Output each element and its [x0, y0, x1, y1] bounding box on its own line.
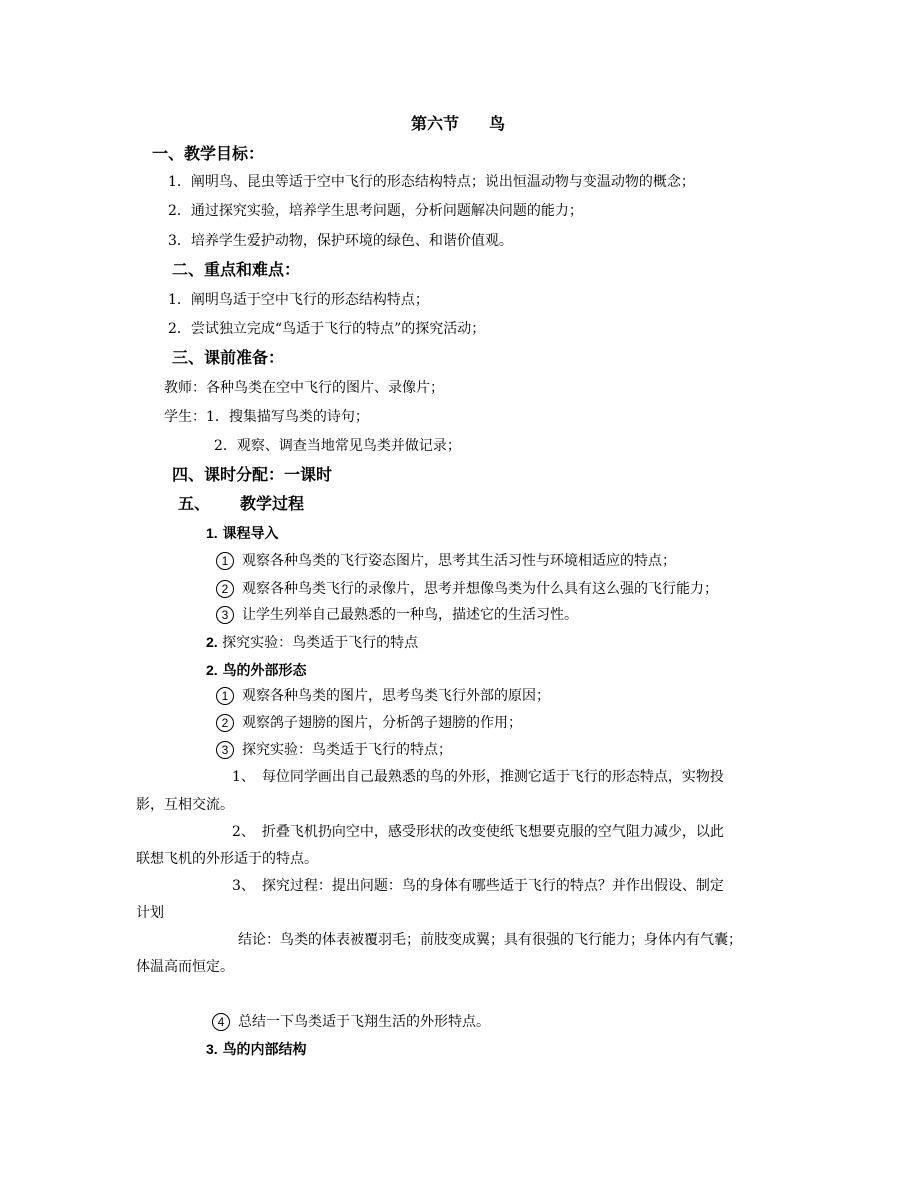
- circled-number: 2: [216, 580, 234, 598]
- intro-item-3-text: 让学生列举自己最熟悉的一种鸟，描述它的生活习性。: [242, 607, 578, 623]
- objective-2: 2．通过探究实验，培养学生思考问题，分析问题解决问题的能力；: [168, 203, 583, 219]
- title-section: 第六节: [411, 114, 460, 133]
- circled-number: 1: [216, 687, 234, 705]
- objectives-heading: 一、教学目标：: [152, 144, 265, 163]
- objective-3: 3．培养学生爱护动物，保护环境的绿色、和谐价值观。: [168, 233, 513, 249]
- objective-1: 1．阐明鸟、昆虫等适于空中飞行的形态结构特点；说出恒温动物与变温动物的概念；: [168, 174, 695, 190]
- external-item-2: [216, 713, 522, 733]
- process-heading-text: 教学过程: [240, 494, 305, 513]
- page-title: [411, 114, 505, 134]
- intro-item-2: [216, 579, 718, 599]
- explore-num: 2.: [206, 634, 218, 650]
- internal-label: 鸟的内部结构: [222, 1042, 307, 1058]
- circled-number: 2: [216, 714, 234, 732]
- intro-item-3: [216, 605, 578, 625]
- step-3-line-2: 计划: [136, 905, 164, 921]
- key-points-heading: 二、重点和难点：: [172, 260, 301, 279]
- step-3-line-1: 3、 探究过程：提出问题：鸟的身体有哪些适于飞行的特点？并作出假设、制定: [232, 878, 724, 894]
- preparation-teacher: 教师：各种鸟类在空中飞行的图片、录像片；: [164, 380, 444, 396]
- external-item-3-text: 探究实验：鸟类适于飞行的特点；: [242, 742, 452, 758]
- step-2-line-1: 2、 折叠飞机扔向空中，感受形状的改变使纸飞想要克服的空气阻力减少，以此: [232, 824, 724, 840]
- process-heading: [178, 494, 304, 514]
- intro-item-2-text: 观察各种鸟类飞行的录像片，思考并想像鸟类为什么具有这么强的飞行能力；: [242, 581, 718, 597]
- external-item-1: [216, 686, 550, 706]
- explore-heading: [206, 632, 418, 653]
- external-label: 鸟的外部形态: [222, 663, 307, 679]
- external-heading: [206, 660, 307, 681]
- step-1-line-1: 1、 每位同学画出自己最熟悉的鸟的外形，推测它适于飞行的形态特点，实物投: [232, 769, 724, 785]
- conclusion-line-2: 体温高而恒定。: [136, 959, 234, 975]
- preparation-student-2: 2．观察、调查当地常见鸟类并做记录；: [214, 438, 461, 454]
- internal-num: 3.: [206, 1041, 218, 1057]
- intro-item-1-text: 观察各种鸟类的飞行姿态图片，思考其生活习性与环境相适应的特点；: [242, 553, 676, 569]
- circled-number: 3: [216, 606, 234, 624]
- intro-item-1: [216, 551, 676, 571]
- key-point-2: 2．尝试独立完成“鸟适于飞行的特点”的探究活动；: [168, 321, 486, 337]
- process-heading-num: 五、: [178, 494, 211, 513]
- step-1-line-2: 影，互相交流。: [136, 797, 234, 813]
- circled-number: 3: [216, 741, 234, 759]
- summary-item: [212, 1012, 490, 1032]
- time-heading: 四、课时分配：一课时: [172, 465, 333, 484]
- key-point-1: 1．阐明鸟适于空中飞行的形态结构特点；: [168, 292, 429, 308]
- external-item-3: [216, 740, 452, 760]
- external-num: 2.: [206, 662, 218, 678]
- summary-text: 总结一下鸟类适于飞翔生活的外形特点。: [238, 1014, 490, 1030]
- preparation-student-1: 学生：1．搜集描写鸟类的诗句；: [164, 409, 369, 425]
- intro-label: 课程导入: [222, 526, 279, 542]
- conclusion-line-1: 结论：鸟类的体表被覆羽毛；前肢变成翼；具有很强的飞行能力；身体内有气囊；: [238, 932, 742, 948]
- intro-num: 1.: [206, 525, 218, 541]
- internal-heading: [206, 1039, 307, 1060]
- circled-number: 4: [212, 1013, 230, 1031]
- preparation-heading: 三、课前准备：: [172, 348, 285, 367]
- title-name: 鸟: [489, 114, 506, 133]
- intro-heading: [206, 523, 279, 544]
- circled-number: 1: [216, 552, 234, 570]
- explore-label: 探究实验：鸟类适于飞行的特点: [222, 635, 419, 651]
- external-item-2-text: 观察鸽子翅膀的图片，分析鸽子翅膀的作用；: [242, 715, 522, 731]
- step-2-line-2: 联想飞机的外形适于的特点。: [136, 851, 318, 867]
- external-item-1-text: 观察各种鸟类的图片，思考鸟类飞行外部的原因；: [242, 688, 550, 704]
